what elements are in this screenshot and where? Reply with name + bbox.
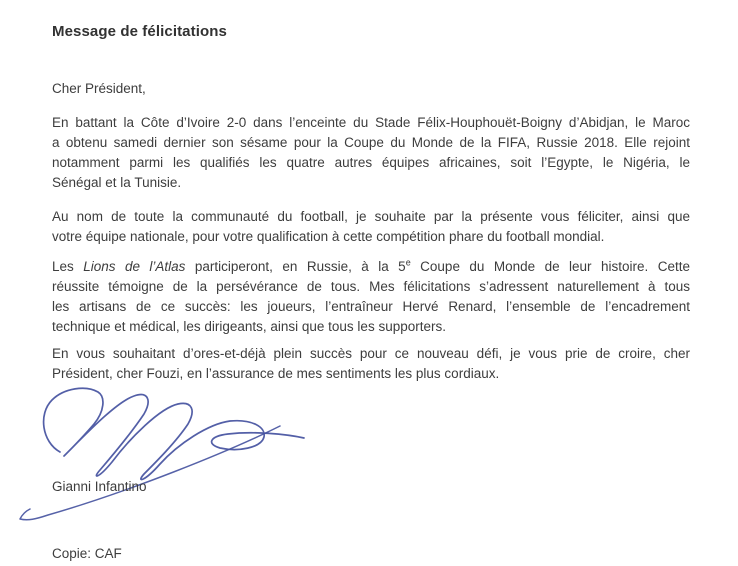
- paragraph-line: Au nom de toute la communauté du football, je souhaite par la présente vous féliciter, ainsi que: [52, 209, 690, 224]
- paragraph-line: [52, 257, 690, 277]
- letter-title: Message de félicitations: [52, 23, 227, 40]
- paragraph-line: a obtenu samedi dernier son sésame pour la Coupe du Monde de la FIFA, Russie 2018. Elle rejoint: [52, 135, 690, 150]
- copy-line: Copie: CAF: [52, 546, 122, 561]
- signature-name: Gianni Infantino: [52, 479, 147, 494]
- paragraph-text: participeront, en Russie, à la 5: [185, 259, 406, 274]
- italic-team-name: Lions de l’Atlas: [83, 259, 186, 274]
- paragraph-line: Sénégal et la Tunisie.: [52, 175, 182, 190]
- paragraph-line: les artisans de ce succès: les joueurs, l’entraîneur Hervé Renard, l’ensemble de l’encadrement: [52, 299, 690, 314]
- paragraph-text: Coupe du Monde de leur histoire. Cette: [410, 259, 690, 274]
- paragraph-1: [52, 113, 690, 193]
- paragraph-line: technique et médical, les dirigeants, ainsi que tous les supporters.: [52, 319, 446, 334]
- paragraph-3: [52, 257, 690, 337]
- paragraph-line: En vous souhaitant d’ores-et-déjà plein succès pour ce nouveau défi, je vous prie de croire, cher: [52, 346, 690, 361]
- handwritten-signature: [6, 380, 328, 530]
- paragraph-line: réussite témoigne de la persévérance de tous. Mes félicitations s’adressent naturellement à tous: [52, 279, 690, 294]
- paragraph-2: [52, 207, 690, 247]
- paragraph-text: Les: [52, 259, 84, 274]
- paragraph-line: votre équipe nationale, pour votre qualification à cette compétition phare du football mondial.: [52, 229, 605, 244]
- paragraph-line: En battant la Côte d’Ivoire 2-0 dans l’enceinte du Stade Félix-Houphouët-Boigny d’Abidjan, le Maroc: [52, 115, 690, 130]
- paragraph-line: Président, cher Fouzi, en l’assurance de mes sentiments les plus cordiaux.: [52, 366, 500, 381]
- salutation: Cher Président,: [52, 81, 146, 96]
- paragraph-line: notamment parmi les qualifiés les quatre autres équipes africaines, soit l’Egypte, le Nigéria, le: [52, 155, 690, 170]
- paragraph-4: [52, 344, 690, 384]
- ordinal-superscript: e: [405, 257, 411, 268]
